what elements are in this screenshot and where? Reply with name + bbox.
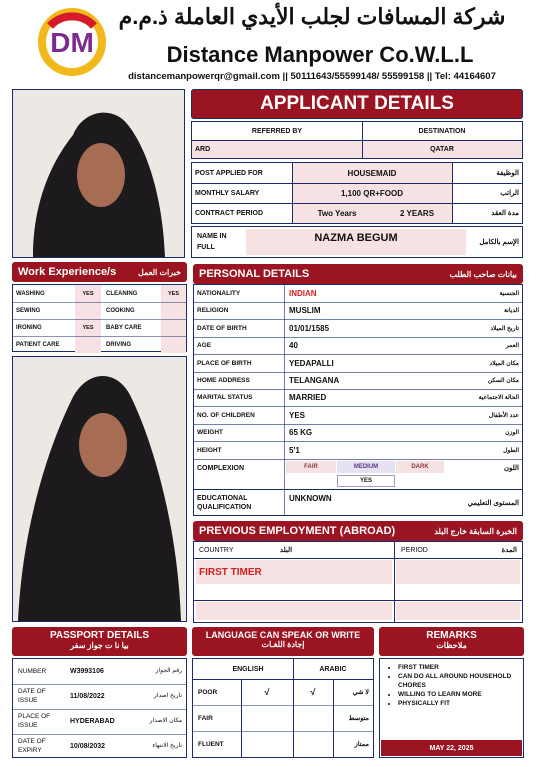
personal-field-value: TELANGANA <box>289 376 340 385</box>
monthly-salary-arabic: الراتب <box>500 190 519 197</box>
previous-employment-title-arabic: الخبرة السابقة خارج البلد <box>434 526 517 536</box>
language-table <box>192 658 374 758</box>
personal-field-arabic: الجنسية <box>499 291 519 297</box>
contract-period-arabic: مدة العقد <box>491 210 519 217</box>
svg-text:DM: DM <box>50 27 94 58</box>
passport-field-value: 10/08/2032 <box>70 742 106 750</box>
passport-title-arabic: بيا نا ت جواز سفر <box>70 641 129 650</box>
divider <box>362 122 363 158</box>
personal-field-label: AGE <box>197 342 212 350</box>
personal-details-table <box>193 284 523 516</box>
divider <box>193 679 373 680</box>
personal-field-arabic: مكان الميلاد <box>489 360 519 367</box>
personal-field-label: DATE OF BIRTH <box>197 324 247 332</box>
personal-field-arabic: مكان السكن <box>487 378 519 384</box>
personal-field-label: MARITAL STATUS <box>197 394 253 402</box>
remarks-title: REMARKS <box>426 630 477 641</box>
personal-field-value: MUSLIM <box>289 306 321 316</box>
company-name-arabic: شركة المسافات لجلب الأيدي العاملة ذ.م.م <box>118 4 506 29</box>
passport-title: PASSPORT DETAILS <box>49 630 150 641</box>
work-skill-label: WASHING <box>16 290 45 297</box>
work-skill-label: SEWING <box>16 307 41 314</box>
passport-field-arabic: تاريخ الانتهاء <box>152 742 182 749</box>
personal-details-header <box>193 264 523 284</box>
previous-period-cell <box>396 560 520 584</box>
monthly-salary-label: MONTHLY SALARY <box>195 189 260 197</box>
language-arabic-mark: √ <box>310 687 316 697</box>
period-arabic: المدة <box>501 547 517 554</box>
passport-field-value: HYDERABAD <box>70 717 115 725</box>
destination-value: QATAR <box>362 140 522 158</box>
personal-field-value: INDIAN <box>289 289 317 298</box>
divider <box>13 734 186 735</box>
remark-item: • PHYSICALLY FIT <box>398 699 523 708</box>
work-skill-value <box>75 302 101 319</box>
period-label: PERIOD <box>401 546 428 554</box>
personal-field-value: YES <box>289 410 306 420</box>
divider <box>192 140 522 141</box>
work-skill-value <box>161 302 186 319</box>
remarks-header <box>379 627 524 656</box>
passport-field-label: PLACE OF ISSUE <box>18 713 51 729</box>
passport-header <box>12 627 187 656</box>
divider <box>292 163 293 223</box>
personal-field-label: NATIONALITY <box>197 290 241 297</box>
language-english-mark: √ <box>264 687 270 697</box>
remark-item: • FIRST TIMER <box>398 663 523 672</box>
remarks-title-arabic: ملاحظات <box>436 641 467 650</box>
language-level-label: POOR <box>198 688 218 696</box>
work-experience-title: Work Experience/s <box>18 266 117 278</box>
divider <box>284 285 285 515</box>
language-level-arabic: لا شي <box>352 689 369 696</box>
applicant-photo-full <box>12 356 187 622</box>
language-english-header: ENGLISH <box>232 665 264 673</box>
post-applied-value: HOUSEMAID <box>292 163 452 183</box>
personal-field-value: 65 KG <box>289 428 313 438</box>
complexion-mark: YES <box>337 475 395 487</box>
country-label: COUNTRY <box>199 546 234 554</box>
referred-by-label: REFERRED BY <box>251 127 303 135</box>
personal-field-arabic: الوزن <box>505 430 519 437</box>
previous-employment-blank <box>196 602 392 620</box>
language-level-label: FAIR <box>198 714 213 722</box>
language-english-mark <box>242 732 292 756</box>
personal-field-arabic: الحالة الاجتماعية <box>478 395 519 402</box>
personal-details-title-arabic: بيانات صاحب الطلب <box>449 269 517 279</box>
complexion-fair: FAIR <box>286 461 336 473</box>
previous-employment-title: PREVIOUS EMPLOYMENT (ABROAD) <box>199 525 396 537</box>
passport-field-label: DATE OF EXPIRY <box>18 738 46 754</box>
previous-employment-header <box>193 521 523 541</box>
divider <box>192 203 522 204</box>
passport-field-value: W3993106 <box>70 667 104 675</box>
passport-field-arabic: رقم الجواز <box>155 667 182 674</box>
divider <box>194 558 522 559</box>
referral-table <box>191 121 523 159</box>
company-logo <box>36 6 108 78</box>
work-experience-table <box>12 284 187 352</box>
divider <box>13 336 186 337</box>
country-arabic: البلد <box>279 547 293 554</box>
divider <box>194 489 522 490</box>
contract-period-years: 2 YEARS <box>382 203 452 223</box>
work-skill-label: COOKING <box>106 307 135 314</box>
divider <box>192 183 522 184</box>
applicant-name-value: NAZMA BEGUM <box>246 229 466 255</box>
company-contact: distancemanpowerqr@gmail.com || 50111643/55599148/ 55599158 || Tel: 44164607 <box>128 71 496 82</box>
destination-label: DESTINATION <box>418 127 466 135</box>
passport-field-value: 11/08/2022 <box>70 692 105 700</box>
referred-by-value: ARD <box>192 140 362 158</box>
work-skill-value: YES <box>161 285 186 302</box>
post-applied-arabic: الوظيفة <box>496 170 519 177</box>
passport-field-label: NUMBER <box>18 667 47 675</box>
personal-field-arabic: الطول <box>503 447 519 454</box>
personal-field-label: NO. OF CHILDREN <box>197 411 255 419</box>
contract-period-value: Two Years <box>292 203 382 223</box>
language-level-label: FLUENT <box>198 740 224 748</box>
personal-details-title: PERSONAL DETAILS <box>199 268 310 280</box>
personal-field-label: WEIGHT <box>197 429 223 437</box>
personal-field-value: 01/01/1585 <box>289 323 330 333</box>
language-english-mark <box>242 706 292 730</box>
name-arabic: الإسم بالكامل <box>479 238 519 246</box>
name-label: NAME IN FULL <box>197 233 227 251</box>
work-skill-value: YES <box>75 285 101 302</box>
divider <box>193 705 373 706</box>
remarks-list <box>380 663 523 708</box>
monthly-salary-value: 1,100 QR+FOOD <box>292 183 452 203</box>
work-skill-label: BABY CARE <box>106 324 142 331</box>
passport-table <box>12 658 187 758</box>
language-title: LANGUAGE CAN SPEAK OR WRITE <box>205 630 361 640</box>
language-title-arabic: إجادة اللغـات <box>261 640 305 649</box>
personal-field-label: HOME ADDRESS <box>197 377 250 384</box>
previous-employment-blank <box>396 602 520 620</box>
divider <box>13 302 186 303</box>
divider <box>13 684 186 685</box>
divider <box>394 542 395 622</box>
divider <box>13 709 186 710</box>
personal-field-label: PLACE OF BIRTH <box>197 359 252 367</box>
divider <box>194 600 522 601</box>
company-name-english: Distance Manpower Co.W.L.L <box>166 42 474 67</box>
previous-employment-entry: FIRST TIMER <box>196 560 392 584</box>
work-experience-header <box>12 262 187 282</box>
personal-field-value: YEDAPALLI <box>289 358 334 368</box>
work-experience-title-arabic: خبرات العمل <box>138 267 181 277</box>
applicant-photo-portrait <box>12 89 185 258</box>
divider <box>13 319 186 320</box>
contract-period-label: CONTRACT PERIOD <box>195 209 264 217</box>
divider <box>241 679 242 757</box>
language-header <box>192 627 374 656</box>
language-arabic-header: ARABIC <box>319 665 347 673</box>
personal-field-value: MARRIED <box>289 393 327 403</box>
work-skill-value <box>161 319 186 336</box>
personal-field-arabic: تاريخ الميلاد <box>490 325 519 332</box>
post-applied-label: POST APPLIED FOR <box>195 169 263 177</box>
work-skill-value <box>75 336 101 353</box>
personal-field-arabic: الديانة <box>503 308 519 315</box>
passport-field-arabic: مكان الاصدار <box>149 717 182 724</box>
personal-field-arabic: عدد الأطفال <box>488 412 519 419</box>
name-row <box>191 226 523 258</box>
education-value: UNKNOWN <box>289 493 332 503</box>
remark-item: • CAN DO ALL AROUND HOUSEHOLD CHORES <box>398 672 523 690</box>
post-table <box>191 162 523 224</box>
language-arabic-mark <box>294 732 332 756</box>
work-skill-label: PATIENT CARE <box>16 341 60 348</box>
divider <box>333 679 334 757</box>
divider <box>193 731 373 732</box>
personal-field-label: RELIGION <box>197 307 229 315</box>
complexion-arabic: اللون <box>503 465 519 472</box>
education-label: EDUCATIONAL QUALIFICATION <box>197 495 252 511</box>
language-arabic-mark <box>294 706 332 730</box>
previous-employment-table <box>193 541 523 623</box>
personal-field-value: 40 <box>289 341 298 351</box>
work-skill-value: YES <box>75 319 101 336</box>
work-skill-label: IRONING <box>16 324 42 331</box>
divider <box>293 659 294 757</box>
language-level-arabic: متوسط <box>348 715 369 722</box>
divider <box>452 163 453 223</box>
applicant-details-banner: APPLICANT DETAILS <box>191 89 523 119</box>
language-level-arabic: ممتاز <box>354 741 369 748</box>
personal-field-value: 5'1 <box>289 445 300 455</box>
passport-field-arabic: تاريخ اصدار <box>153 692 182 699</box>
personal-field-arabic: العمر <box>505 343 519 350</box>
work-skill-label: DRIVING <box>106 341 132 348</box>
complexion-label: COMPLEXION <box>197 464 245 472</box>
remarks-panel <box>379 658 524 758</box>
passport-field-label: DATE OF ISSUE <box>18 688 46 704</box>
complexion-dark: DARK <box>396 461 444 473</box>
remarks-date: MAY 22, 2025 <box>381 740 522 756</box>
work-skill-label: CLEANING <box>106 290 138 297</box>
complexion-medium: MEDIUM <box>337 461 395 473</box>
personal-field-label: HEIGHT <box>197 446 222 454</box>
education-arabic: المستوى التعليمي <box>467 500 519 507</box>
remark-item: • WILLING TO LEARN MORE <box>398 690 523 699</box>
work-skill-value <box>161 336 186 353</box>
